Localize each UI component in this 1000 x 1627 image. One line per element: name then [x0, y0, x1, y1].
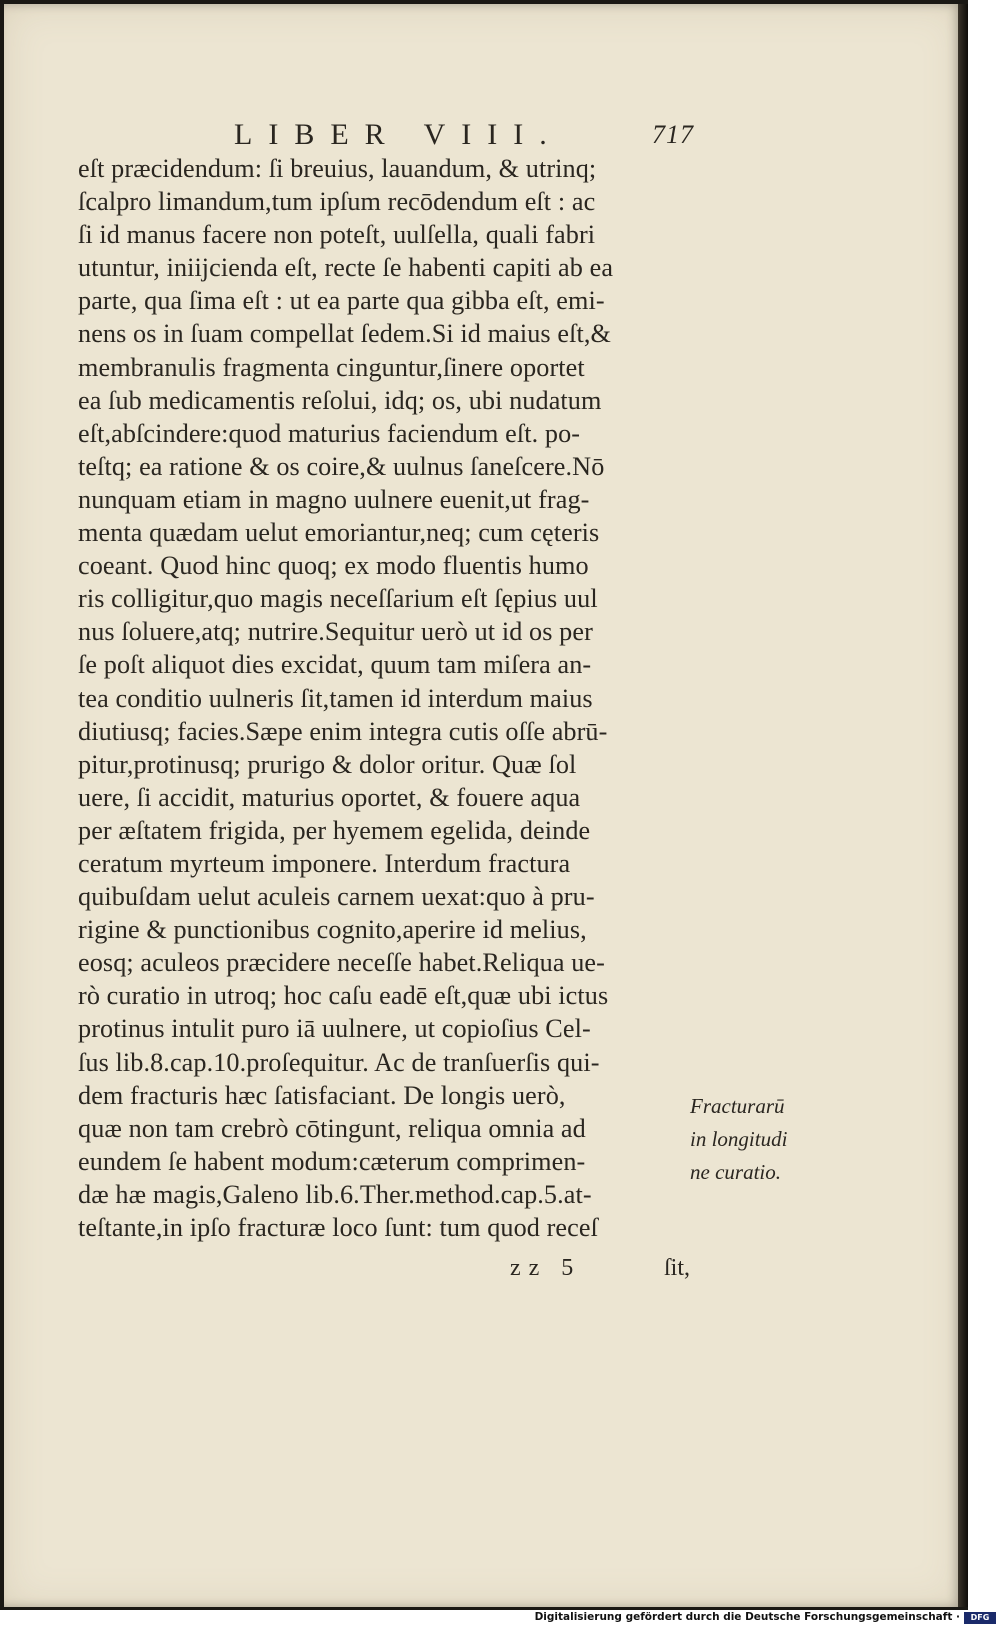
text-line: uere, ſi accidit, maturius oportet, & fouere aqua: [78, 782, 581, 812]
text-line: ſus lib.8.cap.10.proſequitur. Ac de tranſuerſis qui-: [78, 1047, 600, 1077]
body-text: [78, 152, 690, 1244]
text-line: membranulis fragmenta cinguntur,ſinere oportet: [78, 352, 585, 382]
text-line: nens os in ſuam compellat ſedem.Si id maius eſt,&: [78, 319, 611, 349]
text-line: eſt,abſcindere:quod maturius faciendum eſt. po-: [78, 418, 581, 448]
page-edge: [958, 4, 968, 1607]
text-line: parte, qua ſima eſt : ut ea parte qua gibba eſt, emi-: [78, 286, 605, 316]
text-line: teſtq; ea ratione & os coire,& uulnus ſaneſcere.Nō: [78, 451, 605, 481]
text-line: rò curatio in utroq; hoc caſu eadē eſt,quæ ubi ictus: [78, 981, 609, 1011]
text-line: protinus intulit puro iā uulnere, ut copioſius Cel-: [78, 1014, 591, 1044]
text-line: teſtante,in ipſo fracturæ loco ſunt: tum quod receſ: [78, 1213, 598, 1242]
margin-note-line: Fracturarū: [690, 1094, 785, 1118]
text-line: quibuſdam uelut aculeis carnem uexat:quo à pru-: [78, 882, 595, 912]
credit-bar: [0, 1610, 1000, 1627]
text-line: ſe poſt aliquot dies excidat, quum tam miſera an-: [78, 650, 592, 680]
text-line: ſi id manus facere non poteſt, uulſella, quali fabri: [78, 220, 596, 250]
credit-text: Digitalisierung gefördert durch die Deutsche Forschungsgemeinschaft ·: [534, 1611, 960, 1623]
dfg-logo: DFG: [964, 1612, 996, 1624]
text-line: per æſtatem frigida, per hyemem egelida, deinde: [78, 815, 591, 845]
text-line: quæ non tam crebrò cōtingunt, reliqua omnia ad: [78, 1113, 586, 1143]
text-line: nunquam etiam in magno uulnere euenit,ut frag-: [78, 484, 590, 514]
page-number: 717: [652, 120, 694, 149]
text-line: coeant. Quod hinc quoq; ex modo fluentis humo: [78, 551, 589, 581]
text-line: rigine & punctionibus cognito,aperire id melius,: [78, 915, 587, 945]
catchword: ſit,: [663, 1255, 690, 1281]
text-line: utuntur, iniĳcienda eſt, recte ſe habenti capiti ab ea: [78, 253, 614, 283]
text-line: ceratum myrteum imponere. Interdum fractura: [78, 848, 571, 878]
text-line: nus ſoluere,atq; nutrire.Sequitur uerò ut id os per: [78, 617, 593, 647]
text-line: ſcalpro limandum,tum ipſum recōdendum eſt : ac: [78, 187, 596, 217]
page-header: [234, 116, 694, 156]
text-line: ris colligitur,quo magis neceſſarium eſt ſępius uul: [78, 584, 598, 614]
text-line: eundem ſe habent modum:cæterum comprimen-: [78, 1146, 586, 1176]
text-line: ea ſub medicamentis reſolui, idq; os, ubi nudatum: [78, 385, 602, 415]
text-line: tea conditio uulneris ſit,tamen id interdum maius: [78, 683, 593, 713]
margin-note-line: in longitudi: [690, 1127, 788, 1152]
text-line: eſt præcidendum: ſi breuius, lauandum, & utrinq;: [78, 154, 597, 183]
signature-mark: zz 5: [510, 1255, 582, 1281]
text-line: pitur,protinusq; prurigo & dolor oritur. Quæ ſol: [78, 749, 577, 779]
text-line: eosq; aculeos præcidere neceſſe habet.Reliqua ue-: [78, 948, 605, 978]
text-line: dem fracturis hæc ſatisfaciant. De longis uerò,: [78, 1080, 566, 1110]
text-line: diutiusq; facies.Sæpe enim integra cutis oſſe abrū-: [78, 716, 608, 746]
running-title: LIBER VIII.: [234, 118, 563, 151]
page-footer: [78, 1252, 690, 1285]
text-line: menta quædam uelut emoriantur,neq; cum cęteris: [78, 518, 600, 548]
margin-note: [690, 1090, 830, 1189]
text-line: dæ hæ magis,Galeno lib.6.Ther.method.cap.5.at-: [78, 1179, 592, 1209]
book-page: [4, 4, 962, 1607]
margin-note-line: ne curatio.: [690, 1160, 781, 1185]
